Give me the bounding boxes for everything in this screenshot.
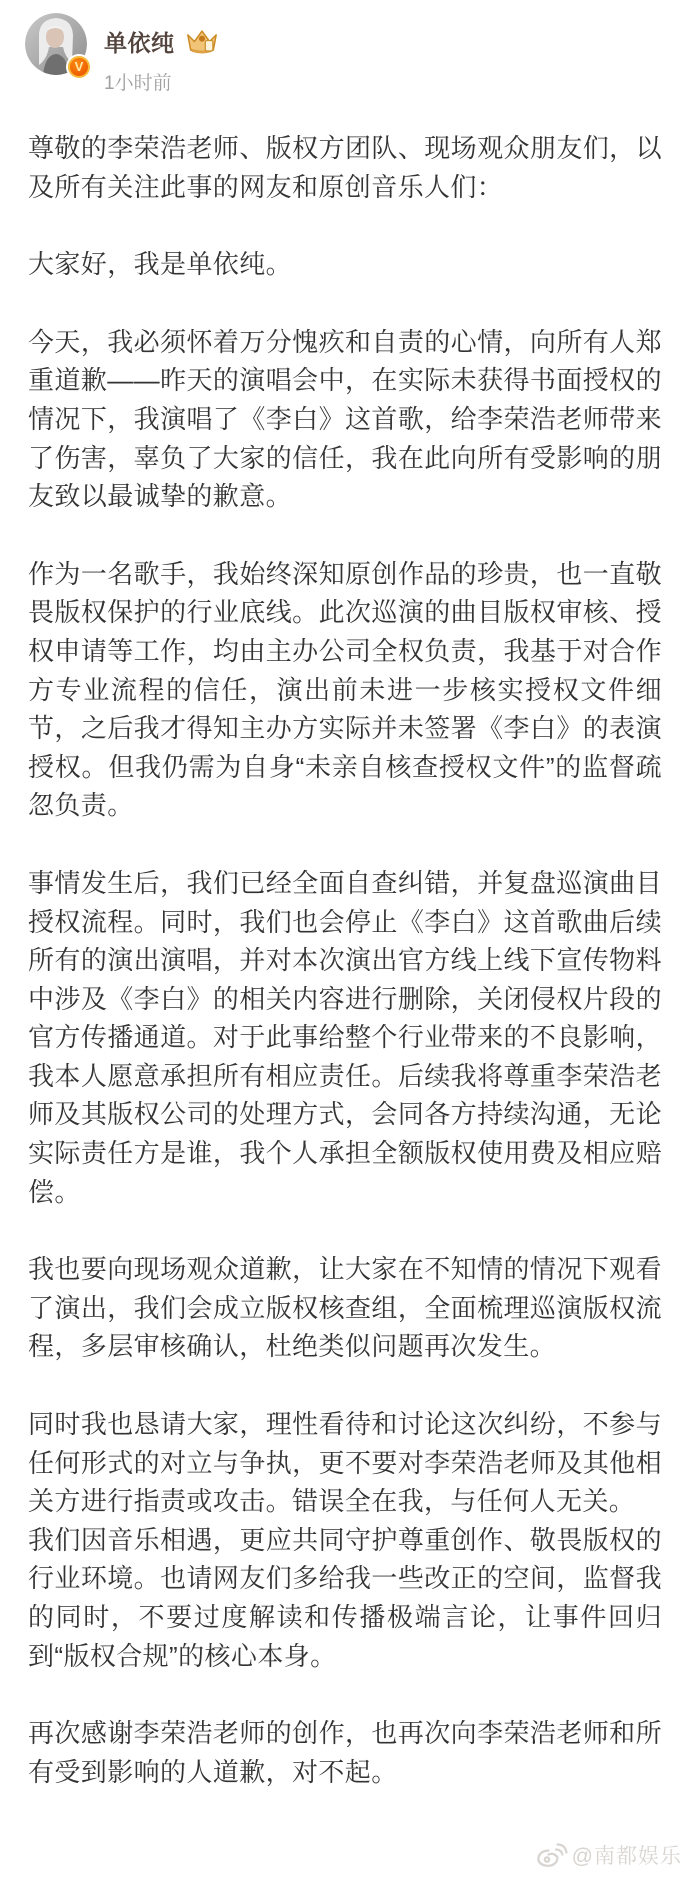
avatar[interactable] <box>25 13 87 75</box>
username[interactable]: 单依纯 <box>104 30 175 56</box>
post-paragraph: 今天，我必须怀着万分愧疚和自责的心情，向所有人郑重道歉——昨天的演唱会中，在实际未获得书面授权的情况下，我演唱了《李白》这首歌，给李荣浩老师带来了伤害，辜负了大家的信任，我在此向所有受影响的朋友致以最诚挚的歉意。 <box>28 326 662 512</box>
post-paragraph: 事情发生后，我们已经全面自查纠错，并复盘巡演曲目授权流程。同时，我们也会停止《李白》这首歌曲后续所有的演出演唱，并对本次演出官方线上线下宣传物料中涉及《李白》的相关内容进行删除，关闭侵权片段的官方传播通道。对于此事给整个行业带来的不良影响，我本人愿意承担所有相应责任。后续我将尊重李荣浩老师及其版权公司的处理方式，会同各方持续沟通，无论实际责任方是谁，我个人承担全额版权使用费及相应赔偿。 <box>28 867 662 1207</box>
watermark <box>536 1840 682 1870</box>
post-paragraph: 同时我也恳请大家，理性看待和讨论这次纠纷，不参与任何形式的对立与争执，更不要对李荣浩老师及其他相关方进行指责或攻击。错误全在我，与任何人无关。 <box>28 1409 662 1517</box>
post-timestamp[interactable]: 1小时前 <box>104 73 172 94</box>
post-paragraph: 尊敬的李荣浩老师、版权方团队、现场观众朋友们，以及所有关注此事的网友和原创音乐人们： <box>28 133 662 202</box>
post-paragraph: 我们因音乐相遇，更应共同守护尊重创作、敬畏版权的行业环境。也请网友们多给我一些改正的空间，监督我的同时，不要过度解读和传播极端言论，让事件回归到“版权合规”的核心本身。 <box>28 1524 662 1671</box>
weibo-logo-icon <box>536 1842 568 1868</box>
vip-crown-icon <box>185 26 219 57</box>
post-paragraph: 我也要向现场观众道歉，让大家在不知情的情况下观看了演出，我们会成立版权核查组，全面梳理巡演版权流程，多层审核确认，杜绝类似问题再次发生。 <box>28 1254 662 1362</box>
verified-v-icon: V <box>68 56 90 78</box>
post-paragraph: 再次感谢李荣浩老师的创作，也再次向李荣浩老师和所有受到影响的人道歉，对不起。 <box>28 1718 662 1787</box>
watermark-handle: @南都娱乐 <box>571 1845 682 1868</box>
post-text <box>0 95 690 1791</box>
post-header <box>0 0 690 95</box>
post-paragraph: 作为一名歌手，我始终深知原创作品的珍贵，也一直敬畏版权保护的行业底线。此次巡演的曲目版权审核、授权申请等工作，均由主办公司全权负责，我基于对合作方专业流程的信任，演出前未进一步核实授权文件细节，之后我才得知主办方实际并未签署《李白》的表演授权。但我仍需为自身“未亲自核查授权文件”的监督疏忽负责。 <box>28 558 662 821</box>
post-paragraph: 大家好，我是单依纯。 <box>28 249 293 280</box>
header-info <box>104 13 219 95</box>
